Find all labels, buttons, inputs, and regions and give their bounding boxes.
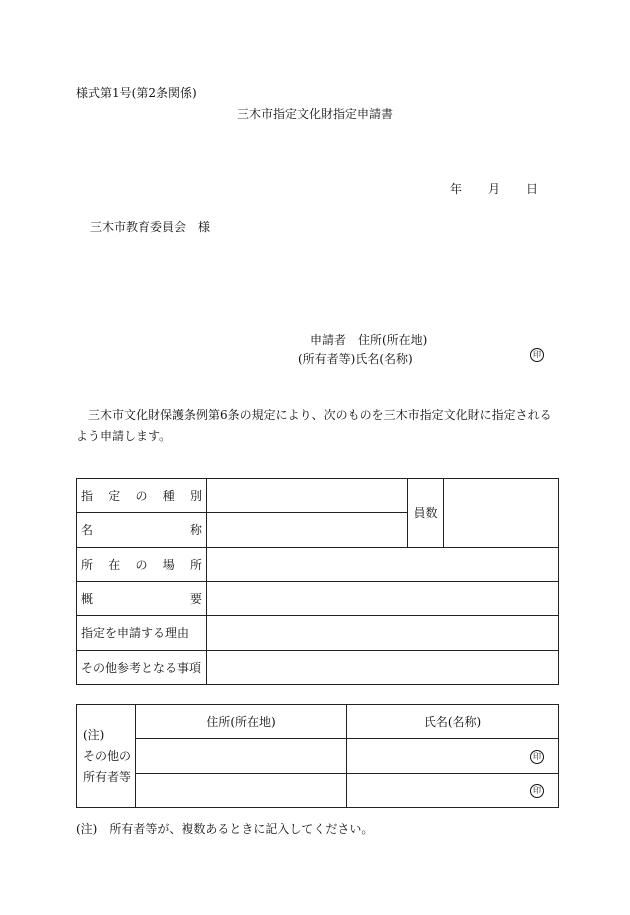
location-label-char: 在	[108, 557, 121, 572]
name-label-char: 名	[81, 523, 94, 538]
type-label-char: 指	[81, 489, 94, 504]
location-label-cell	[77, 547, 207, 581]
date-line	[450, 180, 538, 197]
count-label-cell	[408, 479, 444, 548]
address-header: 住所(所在地)	[136, 705, 347, 739]
date-year-label: 年	[450, 182, 463, 196]
table-row	[77, 773, 559, 807]
table-row	[77, 581, 559, 615]
type-label-char: 定	[108, 489, 121, 504]
summary-label-char: 要	[189, 592, 202, 607]
type-label-char: の	[135, 489, 148, 504]
summary-value-cell[interactable]	[207, 581, 559, 615]
summary-label-cell	[77, 581, 207, 615]
name-label-cell	[77, 513, 207, 547]
date-month-label: 月	[488, 182, 501, 196]
owners-note-label: (注)	[83, 727, 105, 742]
type-label-char: 種	[162, 489, 175, 504]
location-label-char: 場	[162, 557, 175, 572]
applicant-address-label: 申請者 住所(所在地)	[310, 333, 428, 347]
applicant-seal-mark: 印	[530, 348, 544, 362]
type-label-cell	[77, 479, 207, 513]
name-header: 氏名(名称)	[347, 705, 559, 739]
location-label-char: 所	[189, 557, 202, 572]
table-row	[77, 547, 559, 581]
other-value-cell[interactable]	[207, 650, 559, 684]
owner-name-cell[interactable]	[347, 739, 559, 773]
name-label-char: 称	[189, 523, 202, 538]
reason-label-cell	[77, 616, 207, 650]
addressee: 三木市教育委員会 様	[90, 220, 211, 234]
document-title: 三木市指定文化財指定申請書	[236, 107, 393, 121]
other-owners-table	[76, 704, 559, 808]
owner-name-cell[interactable]	[347, 773, 559, 807]
name-value-cell[interactable]	[207, 513, 408, 547]
count-label: 員数	[413, 506, 438, 521]
table-row	[77, 479, 559, 513]
applicant-name-label: (所有者等)氏名(名称)	[298, 352, 413, 366]
count-value-cell[interactable]	[444, 479, 559, 548]
location-label-char: 所	[81, 557, 94, 572]
owners-label-line1: その他の	[83, 748, 132, 763]
other-label: その他参考となる事項	[81, 660, 202, 675]
owner-seal-mark: 印	[530, 750, 544, 764]
footnote: (注) 所有者等が、複数あるときに記入してください。	[76, 822, 374, 836]
other-label-cell	[77, 650, 207, 684]
date-day-label: 日	[526, 182, 539, 196]
table-row	[77, 739, 559, 773]
table-row	[77, 616, 559, 650]
owners-label-line2: 所有者等	[83, 769, 132, 784]
form-number: 様式第1号(第2条関係)	[76, 86, 197, 100]
other-owners-label-cell	[77, 705, 136, 808]
owner-address-cell[interactable]	[136, 773, 347, 807]
designation-details-table	[76, 478, 559, 685]
reason-value-cell[interactable]	[207, 616, 559, 650]
location-label-char: の	[135, 557, 148, 572]
location-value-cell[interactable]	[207, 547, 559, 581]
reason-label: 指定を申請する理由	[81, 626, 190, 641]
owner-seal-mark: 印	[530, 784, 544, 798]
type-label-char: 別	[189, 489, 202, 504]
application-statement: 三木市文化財保護条例第6条の規定により、次のものを三木市指定文化財に指定されるよう申請します。	[76, 408, 552, 443]
table-row	[77, 650, 559, 684]
summary-label-char: 概	[81, 592, 94, 607]
table-row	[77, 705, 559, 739]
owner-address-cell[interactable]	[136, 739, 347, 773]
type-value-cell[interactable]	[207, 479, 408, 513]
